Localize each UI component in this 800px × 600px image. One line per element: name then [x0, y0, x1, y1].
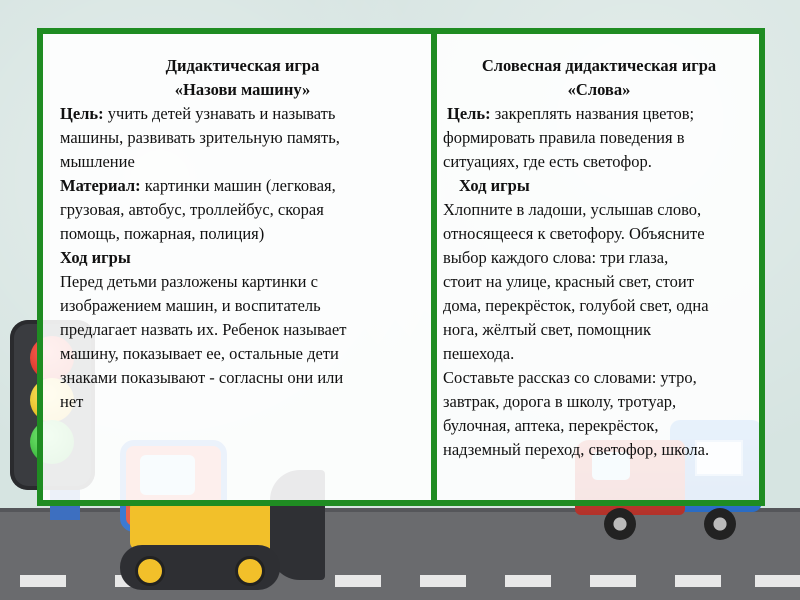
course-text: нога, жёлтый свет, помощник [443, 320, 652, 339]
course-text: пешехода. [443, 344, 515, 363]
left-title-line1: Дидактическая игра [165, 56, 320, 75]
course-text: машину, показывает ее, остальные дети [60, 344, 339, 363]
bulldozer-body [130, 500, 275, 550]
course-text: нет [60, 392, 84, 411]
course-text: предлагает назвать их. Ребенок называет [60, 320, 347, 339]
road-line [505, 575, 551, 587]
left-title-line2: «Назови машину» [174, 80, 311, 99]
bulldozer-wheel [235, 556, 265, 586]
course-text: Хлопните в ладоши, услышав слово, [443, 200, 702, 219]
goal-text: учить детей узнавать и называть [103, 104, 336, 123]
course-text: стоит на улице, красный свет, стоит [443, 272, 694, 291]
goal-label: Цель: [60, 104, 104, 123]
goal-text: мышление [60, 152, 135, 171]
course-text: булочная, аптека, перекрёсток, [443, 416, 659, 435]
goal-text: ситуациях, где есть светофор. [443, 152, 652, 171]
road-line [590, 575, 636, 587]
course-label: Ход игры [459, 176, 530, 195]
right-title-line1: Словесная дидактическая игра [481, 56, 717, 75]
course-text: надземный переход, светофор, школа. [443, 440, 710, 459]
course-text: Перед детьми разложены картинки с [60, 272, 318, 291]
bulldozer-wheel [135, 556, 165, 586]
goal-text: машины, развивать зрительную память, [60, 128, 340, 147]
goal-label: Цель: [447, 104, 491, 123]
right-title-line2: «Слова» [567, 80, 631, 99]
course-text: знаками показывают - согласны они или [60, 368, 344, 387]
material-text: помощь, пожарная, полиция) [60, 224, 265, 243]
course-label: Ход игры [60, 248, 131, 267]
goal-text: формировать правила поведения в [443, 128, 685, 147]
road-line [20, 575, 66, 587]
course-text: дома, перекрёсток, голубой свет, одна [443, 296, 709, 315]
course-text: Составьте рассказ со словами: утро, [443, 368, 697, 387]
truck-wheel [604, 508, 636, 540]
road-line [755, 575, 800, 587]
road-line [335, 575, 381, 587]
green-frame [37, 28, 765, 506]
course-text: изображением машин, и воспитатель [60, 296, 321, 315]
road-line [675, 575, 721, 587]
material-text: картинки машин (легковая, [140, 176, 336, 195]
material-label: Материал: [60, 176, 141, 195]
course-text: относящееся к светофору. Объясните [443, 224, 705, 243]
frame-divider [431, 28, 437, 506]
goal-text: закреплять названия цветов; [490, 104, 695, 123]
course-text: выбор каждого слова: три глаза, [443, 248, 669, 267]
road-line [420, 575, 466, 587]
course-text: завтрак, дорога в школу, тротуар, [443, 392, 677, 411]
material-text: грузовая, автобус, троллейбус, скорая [60, 200, 324, 219]
truck-wheel [704, 508, 736, 540]
